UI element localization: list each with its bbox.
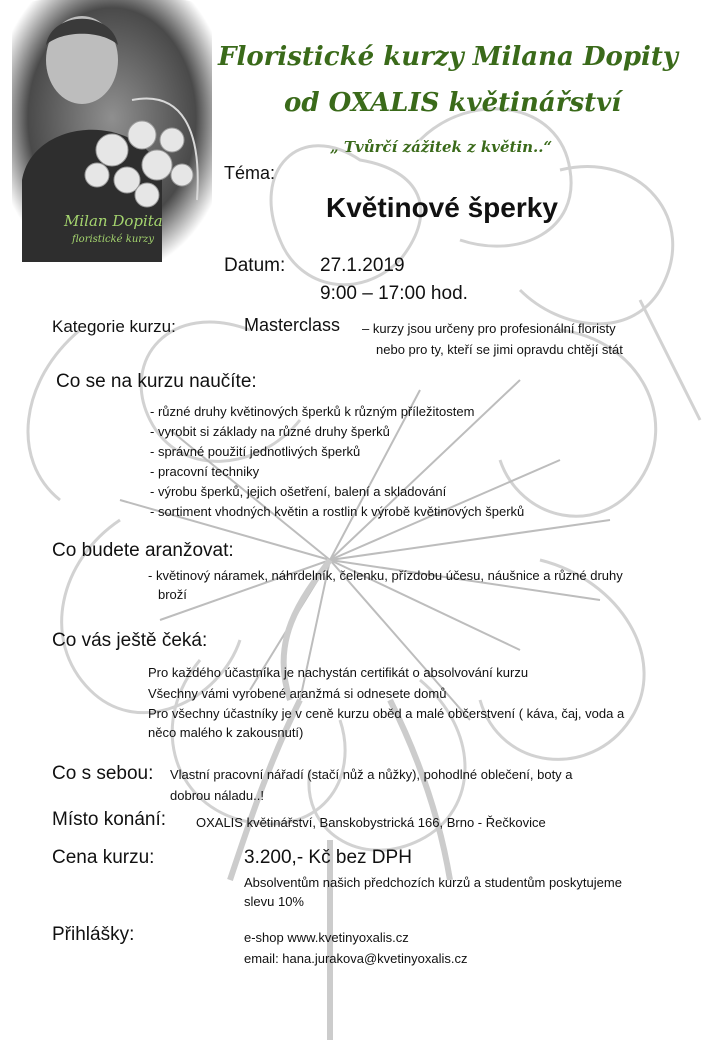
signup-label: Přihlášky: <box>52 924 135 945</box>
awaits-line3: Pro všechny účastníky je v ceně kurzu oběd a malé občerstvení ( káva, čaj, voda a <box>148 706 625 721</box>
bring-line1: Vlastní pracovní nářadí (stačí nůž a nůžky), pohodlné oblečení, boty a <box>170 767 573 782</box>
header-title-line2: od OXALIS květinářství <box>284 88 622 118</box>
header-title-line1: Floristické kurzy Milana Dopity <box>218 42 679 72</box>
theme-title: Květinové šperky <box>326 192 558 223</box>
photo-signature: Milan Dopita <box>64 212 163 230</box>
photo-signature-sub: floristické kurzy <box>72 234 154 245</box>
price-note-line1: Absolventům našich předchozích kurzů a studentům poskytujeme <box>244 875 622 890</box>
bring-label: Co s sebou: <box>52 763 154 784</box>
awaits-line1: Pro každého účastníka je nachystán certifikát o absolvování kurzu <box>148 665 529 680</box>
category-label: Kategorie kurzu: <box>52 317 176 336</box>
awaits-heading: Co vás ještě čeká: <box>52 630 208 651</box>
venue-label: Místo konání: <box>52 809 167 830</box>
price-note-line2: slevu 10% <box>244 894 304 909</box>
signup-email[interactable]: email: hana.jurakova@kvetinyoxalis.cz <box>244 951 468 966</box>
awaits-line4: něco malého k zakousnutí) <box>148 725 304 740</box>
category-name: Masterclass <box>244 315 341 335</box>
venue-value: OXALIS květinářství, Banskobystrická 166, Brno - Řečkovice <box>196 815 546 830</box>
awaits-line2: Všechny vámi vyrobené aranžmá si odnesete domů <box>148 686 447 701</box>
signup-eshop[interactable]: e-shop www.kvetinyoxalis.cz <box>244 930 409 945</box>
learn-heading: Co se na kurzu naučíte: <box>56 371 257 392</box>
date-time: 9:00 – 17:00 hod. <box>320 283 468 304</box>
date-value: 27.1.2019 <box>320 255 405 276</box>
list-item: - vyrobit si základy na různé druhy šperků <box>150 424 390 439</box>
category-desc-line1: – kurzy jsou určeny pro profesionální floristy <box>362 321 616 336</box>
bring-line2: dobrou náladu..! <box>170 788 264 803</box>
list-item: - různé druhy květinových šperků k různým příležitostem <box>150 404 475 419</box>
category-desc-line2: nebo pro ty, kteří se jimi opravdu chtějí stát <box>376 342 623 357</box>
arrange-line1: - květinový náramek, náhrdelník, čelenku, přízdobu účesu, náušnice a různé druhy <box>148 568 623 583</box>
list-item: - pracovní techniky <box>150 464 260 479</box>
date-label: Datum: <box>224 255 286 276</box>
list-item: - sortiment vhodných květin a rostlin k výrobě květinových šperků <box>150 504 525 519</box>
header-tagline: „ Tvůrčí zážitek z květin..“ <box>330 138 553 156</box>
price-value: 3.200,- Kč bez DPH <box>244 847 412 868</box>
florist-photo <box>12 0 212 262</box>
arrange-heading: Co budete aranžovat: <box>52 540 234 561</box>
learn-list <box>150 402 524 522</box>
list-item: - správné použití jednotlivých šperků <box>150 444 361 459</box>
arrange-line2: broží <box>158 587 187 602</box>
theme-label: Téma: <box>224 163 276 183</box>
price-label: Cena kurzu: <box>52 847 155 868</box>
list-item: - výrobu šperků, jejich ošetření, balení a skladování <box>150 484 447 499</box>
